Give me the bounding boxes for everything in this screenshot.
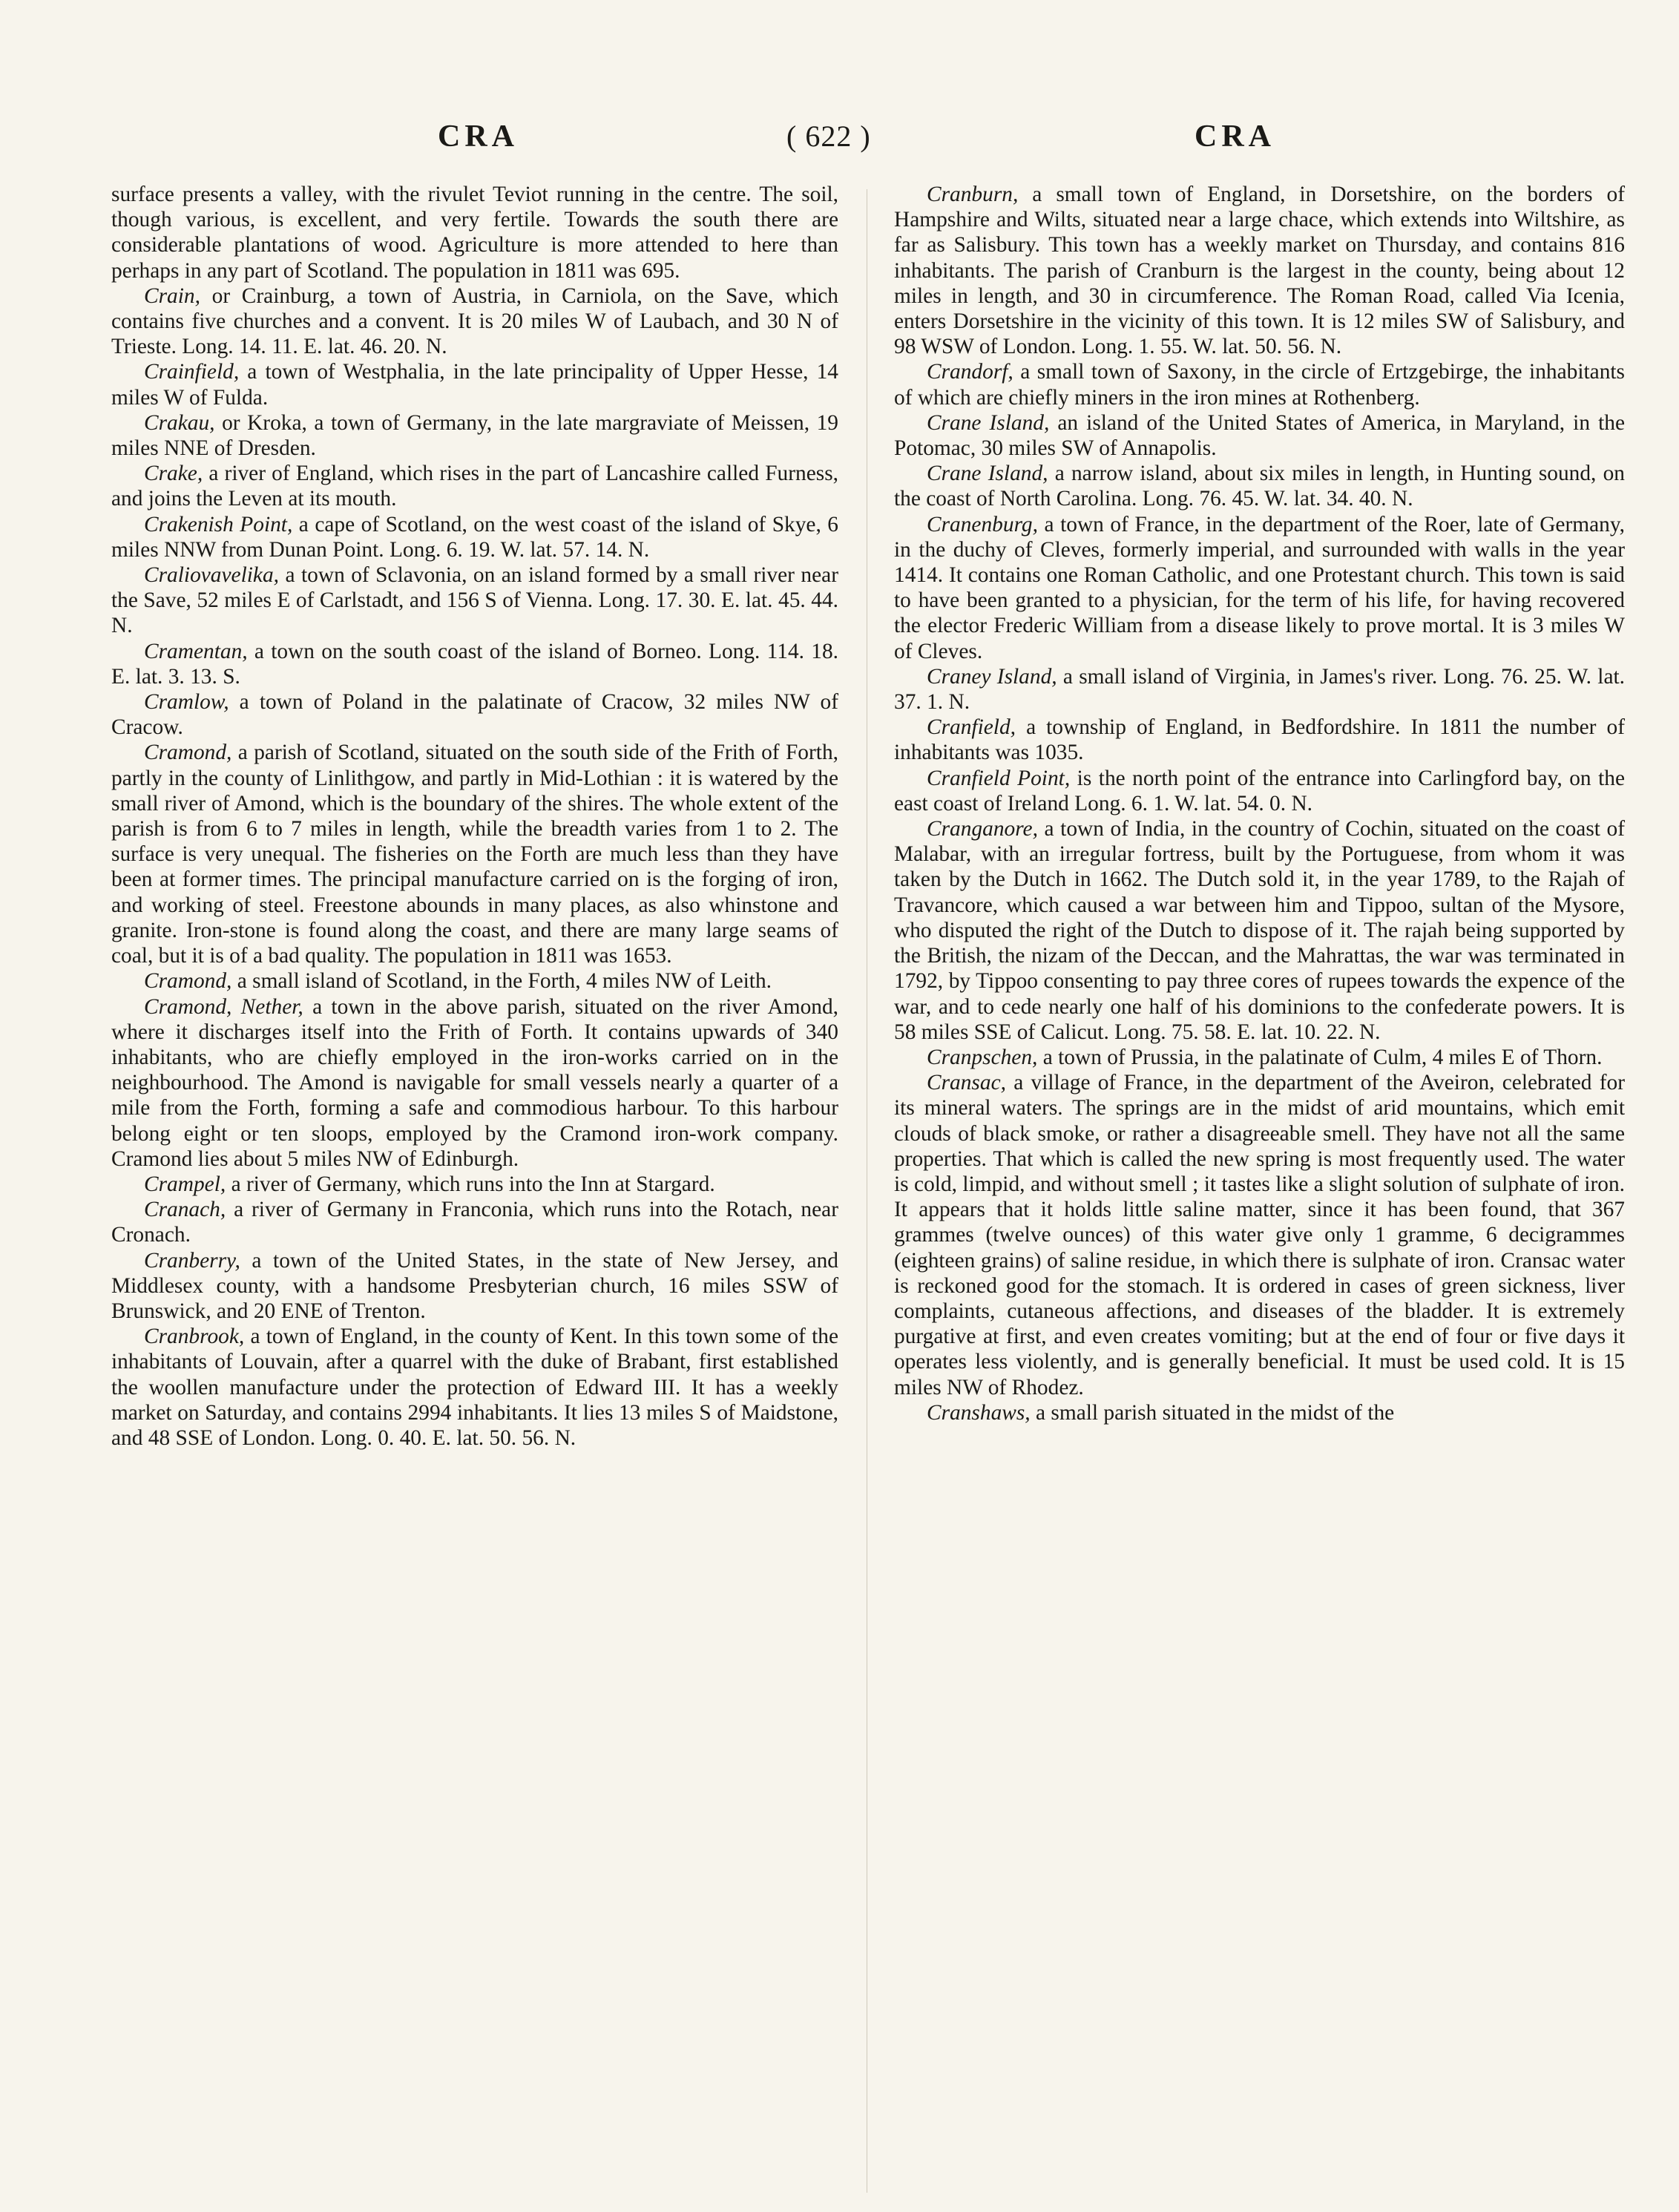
entry-headword: Crakenish Point, (144, 512, 293, 536)
gazetteer-entry (111, 689, 838, 740)
entry-headword: Crane Island, (927, 462, 1048, 486)
entry-headword: Cranfield, (927, 715, 1016, 740)
entry-headword: Crandorf, (927, 360, 1013, 384)
entry-text: a town of Prussia, in the palatinate of Culm, 4 miles E of Thorn. (1037, 1045, 1603, 1069)
entry-headword: Craliovavelika, (144, 563, 280, 588)
gazetteer-entry (894, 664, 1625, 715)
entry-headword: Craney Island, (927, 664, 1057, 689)
gazetteer-entry (894, 766, 1625, 816)
entry-text: a river of Germany in Franconia, which runs into the Rotach, near Cronach. (111, 1198, 838, 1247)
gazetteer-entry (111, 461, 838, 511)
entry-text: an island of the United States of America, in Maryland, in the Potomac, 30 miles SW of Annapolis. (894, 410, 1625, 461)
entry-text: a small town of Saxony, in the circle of Ertzgebirge, the inhabitants of which are chiefly miners in the iron mines at Rothenberg. (894, 360, 1625, 410)
entry-text: is the north point of the entrance into Carlingford bay, on the east coast of Ireland Long. 6. 1. W. lat. 54. 0. N. (894, 766, 1625, 815)
gazetteer-entry (111, 359, 838, 410)
gazetteer-entry (894, 410, 1625, 461)
entry-text: a town of the United States, in the state of New Jersey, and Middlesex county, with a handsome Presbyterian church, 16 miles SSW of Brunswick, and 20 ENE of Trenton. (111, 1248, 838, 1323)
entry-headword: Cransac, (927, 1071, 1006, 1095)
entry-headword: Cramond, (144, 741, 232, 765)
gazetteer-entry (111, 968, 838, 994)
entry-text: a small parish situated in the midst of the (1030, 1400, 1395, 1425)
entry-text: a cape of Scotland, on the west coast of the island of Skye, 6 miles NNW from Dunan Point. Long. 6. 19. W. lat. 57. 14. N. (111, 512, 838, 562)
entry-headword: Crampel, (144, 1172, 226, 1196)
entry-headword: Cranbrook, (144, 1325, 245, 1349)
gazetteer-entry (111, 562, 838, 639)
entry-headword: Cranpschen, (927, 1045, 1038, 1069)
gazetteer-entry (894, 1400, 1625, 1425)
entry-text: a town of Poland in the palatinate of Cracow, 32 miles NW of Cracow. (111, 690, 838, 740)
gazetteer-entry (894, 1070, 1625, 1400)
entry-text: or Kroka, a town of Germany, in the late margraviate of Meissen, 19 miles NNE of Dresden. (111, 410, 838, 461)
entry-text: a river of England, which rises in the part of Lancashire called Furness, and joins the Leven at its mouth. (111, 462, 838, 511)
entry-headword: Cramlow, (144, 690, 229, 715)
gazetteer-entry (111, 1248, 838, 1325)
entry-text: a small island of Scotland, in the Forth, 4 miles NW of Leith. (231, 969, 772, 994)
entry-headword: Cramond, (144, 969, 232, 994)
gazetteer-entry (111, 512, 838, 562)
left-column (111, 182, 838, 1451)
entry-text: a town in the above parish, situated on the river Amond, where it discharges itself into the Frith of Forth. It contains upwards of 340 inhabitants, who are chiefly employed in the iron-works carried on in the neighbourhood. The Amond is navigable for small vessels nearly a quarter of a mile from the Forth, forming a safe and commodious harbour. To this harbour belong eight or ten sloops, employed by the Cramond iron-work company. Cramond lies about 5 miles NW of Edinburgh. (111, 994, 839, 1171)
entry-text: a town of France, in the department of the Roer, late of Germany, in the duchy of Cleves, formerly imperial, and surrounded with walls in the year 1414. It contains one Roman Catholic, and one Protestant church. This town is said to have been granted to a physician, for the term of his life, for having recovered the elector Frederic William from a disease likely to prove mortal. It is 3 miles W of Cleves. (894, 512, 1625, 663)
entry-text: a river of Germany, which runs into the Inn at Stargard. (226, 1172, 715, 1196)
header-left-guideword: CRA (438, 119, 519, 154)
right-column (894, 182, 1625, 1425)
gazetteer-entry (111, 639, 838, 689)
entry-headword: Cranfield Point, (927, 766, 1071, 790)
entry-headword: Cranburn, (927, 183, 1019, 206)
entry-headword: Cranenburg, (927, 512, 1038, 536)
page-number: ( 622 ) (786, 119, 871, 153)
gazetteer-entry (111, 740, 838, 968)
gazetteer-entry (894, 816, 1625, 1045)
entry-text: a narrow island, about six miles in length, in Hunting sound, on the coast of North Carolina. Long. 76. 45. W. lat. 34. 40. N. (894, 462, 1625, 511)
gazetteer-entry (111, 283, 838, 360)
entry-text: a town of Sclavonia, on an island formed by a small river near the Save, 52 miles E of Carlstadt, and 156 S of Vienna. Long. 17. 30. E. lat. 45. 44. N. (111, 563, 838, 638)
entry-headword: Crakau, (144, 410, 215, 435)
entry-headword: Cranganore, (927, 817, 1038, 841)
entry-text: a town of Westphalia, in the late principality of Upper Hesse, 14 miles W of Fulda. (111, 360, 838, 410)
entry-text: surface presents a valley, with the rivulet Teviot running in the centre. The soil, though various, is excellent, and very fertile. Towards the south there are considerable plantations of wood. Agriculture is more attended to here than perhaps in any part of Scotland. The population in 1811 was 695. (111, 183, 838, 283)
gazetteer-entry (111, 1197, 838, 1247)
entry-headword: Cranberry, (144, 1248, 240, 1273)
gazetteer-entry (894, 512, 1625, 664)
entry-headword: Cranach, (144, 1198, 226, 1222)
entry-headword: Crane Island, (927, 410, 1050, 435)
entry-headword: Cramentan, (144, 639, 248, 663)
entry-text: a township of England, in Bedfordshire. In 1811 the number of inhabitants was 1035. (894, 715, 1625, 765)
entry-headword: Cramond, Nether, (144, 994, 303, 1019)
gazetteer-entry (894, 182, 1625, 359)
entry-text: a small town of England, in Dorsetshire, on the borders of Hampshire and Wilts, situated near a large chace, which extends into Wiltshire, as far as Salisbury. This town has a weekly market on Thursday, and contains 816 inhabitants. The parish of Cranburn is the largest in the county, being about 12 miles in length, and 30 in circumference. The Roman Road, called Via Icenia, enters Dorsetshire in the vicinity of this town. It is 12 miles SW of Salisbury, and 98 WSW of London. Long. 1. 55. W. lat. 50. 56. N. (894, 183, 1625, 359)
gazetteer-entry (894, 1045, 1625, 1070)
gazetteer-entry (894, 461, 1625, 511)
entry-text: a town of India, in the country of Cochin, situated on the coast of Malabar, with an irregular fortress, built by the Portuguese, from whom it was taken by the Dutch in 1662. The Dutch sold it, in the year 1789, to the Rajah of Travancore, which caused a war between him and Tippoo, sultan of the Mysore, who disputed the right of the Dutch to dispose of it. The rajah being supported by the British, the nizam of the Deccan, and the Mahrattas, the war was terminated in 1792, by Tippoo consenting to pay three cores of rupees towards the expence of the war, and to cede nearly one half of his dominions to the confederate powers. It is 58 miles SSE of Calicut. Long. 75. 58. E. lat. 10. 22. N. (894, 817, 1625, 1044)
entry-text: a town of England, in the county of Kent. In this town some of the inhabitants of Louvain, after a quarrel with the duke of Brabant, first established the woollen manufacture under the protection of Edward III. It has a weekly market on Saturday, and contains 2994 inhabitants. It lies 13 miles S of Maidstone, and 48 SSE of London. Long. 0. 40. E. lat. 50. 56. N. (111, 1325, 838, 1450)
gazetteer-entry (111, 994, 838, 1172)
entry-text: a village of France, in the department of the Aveiron, celebrated for its mineral waters. The springs are in the midst of arid mountains, which emit clouds of black smoke, or rather a disagreeable smell. They have not all the same properties. That which is called the new spring is most frequently used. The water is cold, limpid, and without smell ; it tastes like a slight solution of sulphate of iron. It appears that it holds little saline matter, since it has been found, that 367 grammes (twelve ounces) of this water give only 1 gramme, 6 decigrammes (eighteen grains) of saline residue, in which there is sulphate of iron. Cransac water is reckoned good for the stomach. It is ordered in cases of green sickness, liver complaints, cutaneous affections, and diseases of the bladder. It is extremely purgative at first, and even creates vomiting; but at the end of four or five days it operates less violently, and is generally beneficial. It must be used cold. It is 15 miles NW of Rhodez. (894, 1071, 1625, 1399)
entry-text: a small island of Virginia, in James's river. Long. 76. 25. W. lat. 37. 1. N. (894, 664, 1625, 715)
entry-headword: Crain, (144, 283, 200, 308)
gazetteer-entry (111, 182, 838, 283)
gazetteer-entry (894, 359, 1625, 410)
entry-text: a parish of Scotland, situated on the south side of the Frith of Forth, partly in the county of Linlithgow, and partly in Mid-Lothian : it is watered by the small river of Amond, which is the boundary of the shires. The whole extent of the parish is from 6 to 7 miles in length, while the breadth varies from 1 to 2. The surface is very unequal. The fisheries on the Forth are much less than they have been at former times. The principal manufacture carried on is the forging of iron, and working of steel. Freestone abounds in many places, as also whinstone and granite. Iron-stone is found along the coast, and there are many large seams of coal, but it is of a bad quality. The population in 1811 was 1653. (111, 741, 838, 968)
running-head (111, 119, 1584, 163)
gazetteer-entry (111, 1172, 838, 1197)
entry-headword: Crake, (144, 462, 203, 486)
entry-text: a town on the south coast of the island of Borneo. Long. 114. 18. E. lat. 3. 13. S. (111, 639, 838, 689)
gazetteer-entry (111, 1324, 838, 1451)
entry-headword: Cranshaws, (927, 1400, 1031, 1425)
gazetteer-entry (894, 715, 1625, 765)
header-right-guideword: CRA (1195, 119, 1275, 154)
entry-text: or Crainburg, a town of Austria, in Carniola, on the Save, which contains five churches and a convent. It is 20 miles W of Laubach, and 30 N of Trieste. Long. 14. 11. E. lat. 46. 20. N. (111, 283, 838, 359)
gazetteer-entry (111, 410, 838, 461)
entry-headword: Crainfield, (144, 360, 240, 384)
